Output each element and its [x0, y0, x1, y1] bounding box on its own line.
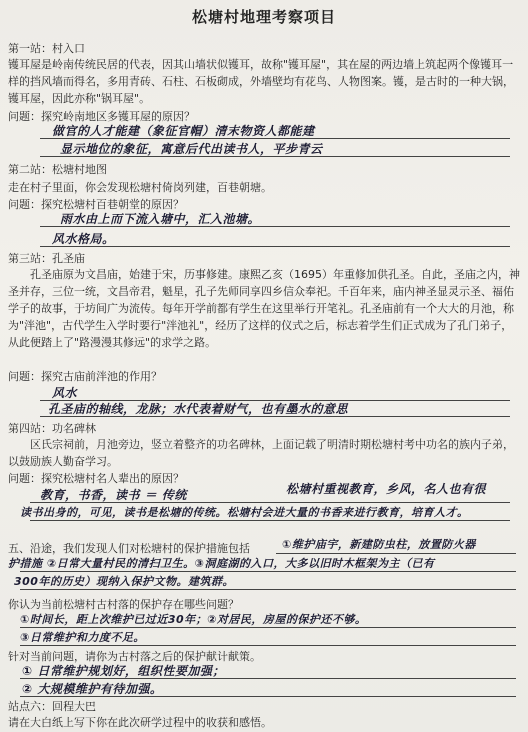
station2-answer-1: 雨水由上而下流入塘中，汇入池塘。 — [60, 212, 261, 226]
station3-answer-1: 风水 — [52, 386, 78, 400]
station3-question: 问题：探究古庙前泮池的作用？ — [8, 370, 162, 383]
suggestions-answer-1: ① 日常维护规划好，组织性要加强； — [22, 664, 225, 678]
answer-line — [30, 520, 510, 521]
page-title: 松塘村地理考察项目 — [191, 8, 336, 26]
station1-text: 镬耳屋是岭南传统民居的代表，因其山墙状似镬耳，故称"镬耳屋"，其在屋的两边墙上筑起两个像镬耳一样的挡风墙而得名，多用青砖、石柱、石板砌成，外墙壁均有花鸟、人物图案。镬，是古时的一种大锅，镬耳屋，因此亦称"锅耳屋"。 — [8, 58, 514, 105]
station5-answer-2: 护措施 ②日常大量村民的清扫卫生。③洞庭湖的入口，大多以旧时木框架为主（已有 — [8, 557, 435, 570]
answer-line — [40, 226, 510, 227]
station3-answer-2: 孔圣庙的轴线，龙脉；水代表着财气，也有墨水的意思 — [48, 402, 349, 416]
answer-line — [20, 696, 516, 697]
station1-answer-1: 做官的人才能建（象征官帽）清末物资人都能建 — [52, 124, 315, 138]
suggestions-question: 针对当前问题，请你为古村落之后的保护献计献策。 — [8, 650, 261, 663]
answer-line — [40, 246, 510, 247]
station5-intro: 五、沿途，我们发现人们对松塘村的保护措施包括 — [8, 542, 250, 555]
answer-line — [40, 416, 510, 417]
answer-line — [20, 571, 516, 572]
station6-heading: 站点六：回程大巴 — [8, 700, 96, 713]
station5-answer-1: ①维护庙宇，新建防虫柱，放置防火器 — [282, 538, 476, 551]
answer-line — [276, 553, 516, 554]
station3-heading: 第三站：孔圣庙 — [8, 252, 85, 265]
answer-line — [40, 156, 510, 157]
station2-answer-2: 风水格局。 — [52, 232, 115, 246]
station4-answer-1: 教育，书香，读书 ＝ 传统 — [40, 488, 187, 502]
answer-line — [30, 502, 510, 503]
station1-heading: 第一站：村入口 — [8, 42, 85, 55]
station3-text: 孔圣庙原为文昌庙，始建于宋，历事修建。康熙乙亥（1695）年重修加供孔圣。自此，圣庙之内，神圣并存，三位一统，文昌帝君，魁星，孔子先师同享四乡信众奉祀。千百年来，庙内神圣显灵示圣、福佑学子的故事，于坊间广为流传。每年开学前都有学生在这里举行开笔礼。孔圣庙前有一个大大的月池，称为"泮池"，古代学生入学时要行"泮池礼"，经历了这样的仪式之后，标志着学生们正式成为了孔门弟子，从此便踏上了"路漫漫其修远"的求学之路。 — [8, 268, 520, 349]
problems-question: 你认为当前松塘村古村落的保护存在哪些问题？ — [8, 598, 239, 611]
station5-answer-3: 300年的历史）现纳入保护文物。建筑群。 — [14, 575, 234, 588]
answer-line — [20, 678, 516, 679]
problems-answer-1: ①时间长，距上次维护已过近30年；②对居民，房屋的保护还不够。 — [20, 613, 367, 626]
station1-answer-2: 显示地位的象征，寓意后代出读书人，平步青云 — [60, 142, 323, 156]
station1-question: 问题：探究岭南地区多镬耳屋的原因？ — [8, 110, 195, 123]
station2-text: 走在村子里面，你会发现松塘村倚岗列建，百巷朝塘。 — [8, 181, 272, 194]
station4-question: 问题：探究松塘村名人辈出的原因？ — [8, 472, 184, 485]
station4-heading: 第四站：功名碑林 — [8, 422, 96, 435]
station6-text: 请在大白纸上写下你在此次研学过程中的收获和感悟。 — [8, 716, 272, 729]
answer-line — [40, 138, 510, 139]
station4-text: 区氏宗祠前，月池旁边，竖立着整齐的功名碑林，上面记载了明清时期松塘村考中功名的族内子弟，以鼓励族人勤奋学习。 — [8, 438, 514, 468]
suggestions-answer-2: ② 大规模维护有待加强。 — [22, 682, 163, 696]
answer-line — [20, 627, 516, 628]
station4-answer-1b: 松塘村重视教育，乡风，名人也有很 — [286, 482, 487, 496]
station2-question: 问题：探究松塘村百巷朝堂的原因？ — [8, 198, 184, 211]
answer-line — [20, 589, 516, 590]
problems-answer-2: ③日常维护和力度不足。 — [20, 631, 145, 644]
answer-line — [20, 645, 516, 646]
station2-heading: 第二站：松塘村地图 — [8, 163, 107, 176]
station4-answer-2: 读书出身的，可见，读书是松塘的传统。松塘村会进大量的书香来进行教育，培育人才。 — [20, 506, 469, 519]
